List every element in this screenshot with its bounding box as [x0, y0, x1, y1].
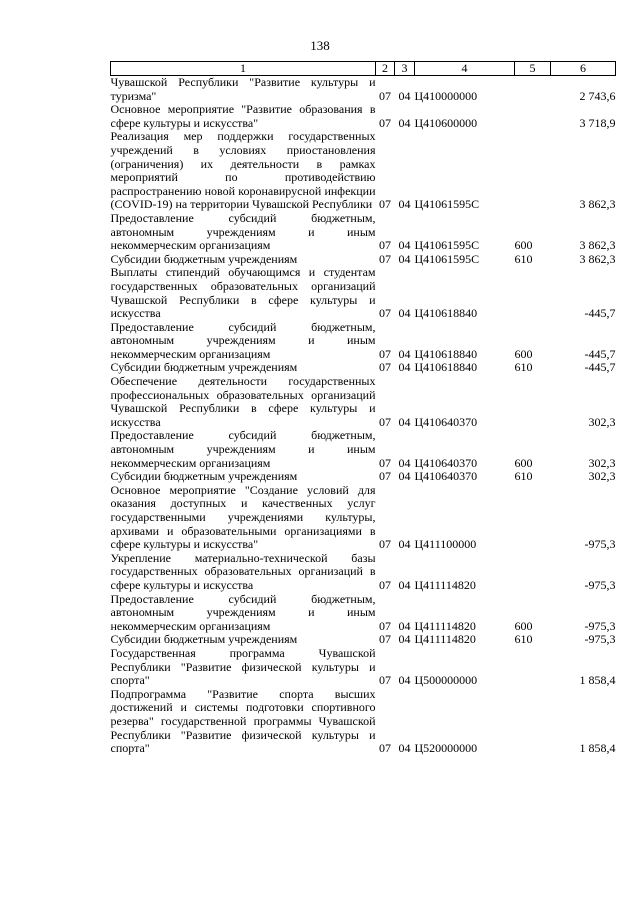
table-row	[111, 429, 616, 470]
amount-value: 2 743,6	[579, 88, 616, 103]
amount-value: -975,3	[584, 577, 616, 592]
target-article-code: Ц410000000	[414, 88, 478, 103]
target-article-code: Ц411100000	[414, 537, 477, 552]
subsection-code: 04	[398, 197, 411, 212]
subsection-code: 04	[398, 577, 411, 592]
expense-type-code	[515, 375, 551, 429]
expense-type-code	[515, 484, 551, 552]
row-name: Реализация мер поддержки государственных учреждений в условиях приостановления (ограничения) их деятельности в рамках мероприятий по противодействию распространению новой коронавирусной инфекции (COVID-19) на территории Чувашской Республики	[110, 129, 376, 212]
column-header: 5	[515, 62, 551, 76]
section-code: 07	[379, 88, 391, 103]
subsection-code: 04	[398, 88, 411, 103]
column-header: 2	[376, 62, 395, 76]
row-name: Предоставление субсидий бюджетным, автономным учреждениям и иным некоммерческим организациям	[110, 210, 376, 253]
subsection-code: 04	[398, 115, 411, 130]
table-row	[111, 375, 616, 429]
subsection-code: 04	[398, 346, 411, 361]
target-article-code: Ц410618840	[414, 360, 478, 375]
target-article-code: Ц411114820	[414, 577, 476, 592]
subsection-code: 04	[398, 632, 411, 647]
section-code: 07	[379, 577, 391, 592]
target-article-code: Ц410640370	[414, 469, 478, 484]
amount-value: 3 862,3	[579, 197, 616, 212]
section-code: 07	[379, 673, 391, 688]
target-article-code: Ц41061595С	[414, 251, 480, 266]
table-row	[111, 361, 616, 375]
subsection-code: 04	[398, 251, 411, 266]
section-code: 07	[379, 537, 391, 552]
expense-type-code: 600	[514, 238, 533, 253]
amount-value: -445,7	[584, 346, 616, 361]
table-row	[111, 76, 616, 104]
amount-value: 302,3	[588, 469, 616, 484]
row-name: Выплаты стипендий обучающимся и студентам государственных образовательных организаций Чувашской Республики в сфере культуры и искусства	[110, 265, 376, 321]
section-code: 07	[379, 360, 391, 375]
table-row	[111, 484, 616, 552]
target-article-code: Ц500000000	[414, 673, 478, 688]
subsection-code: 04	[398, 238, 411, 253]
page-number: 138	[310, 38, 330, 53]
row-name: Субсидии бюджетным учреждениям	[110, 251, 298, 266]
row-name: Предоставление субсидий бюджетным, автономным учреждениям и иным некоммерческим организациям	[110, 591, 376, 633]
row-name: Основное мероприятие "Развитие образования в сфере культуры и искусства"	[110, 102, 376, 130]
row-name: Подпрограмма "Развитие спорта высших достижений и системы подготовки спортивного резерва" государственной программы Чувашской Республики "Развитие физической культуры и спорта"	[110, 686, 376, 756]
subsection-code: 04	[398, 537, 411, 552]
row-name: Субсидии бюджетным учреждениям	[110, 360, 298, 375]
row-name: Предоставление субсидий бюджетным, автономным учреждениям и иным некоммерческим организациям	[110, 319, 376, 361]
row-name: Субсидии бюджетным учреждениям	[110, 469, 298, 484]
expense-type-code: 600	[514, 455, 533, 470]
table-row	[111, 593, 616, 634]
amount-value: -975,3	[584, 618, 616, 633]
row-name: Укрепление материально-технической базы государственных образовательных организаций в сфере культуры и искусства	[110, 550, 376, 592]
expense-type-code	[515, 76, 551, 104]
subsection-code: 04	[398, 469, 411, 484]
amount-value: -445,7	[584, 306, 616, 321]
expense-type-code: 610	[514, 360, 533, 375]
expense-type-code	[515, 552, 551, 593]
target-article-code: Ц410640370	[414, 414, 478, 429]
amount-value: 3 862,3	[579, 251, 616, 266]
row-name: Обеспечение деятельности государственных профессиональных образовательных организаций Чувашской Республики в сфере культуры и искусства	[110, 374, 376, 429]
section-code: 07	[379, 455, 391, 470]
amount-value: -975,3	[584, 632, 616, 647]
subsection-code: 04	[398, 414, 411, 429]
amount-value: 302,3	[588, 414, 616, 429]
column-header: 1	[111, 62, 376, 76]
subsection-code: 04	[398, 673, 411, 688]
row-name: Субсидии бюджетным учреждениям	[110, 632, 298, 647]
target-article-code: Ц411114820	[414, 632, 476, 647]
expense-type-code	[515, 647, 551, 688]
target-article-code: Ц41061595С	[414, 238, 480, 253]
section-code: 07	[379, 346, 391, 361]
amount-value: -445,7	[584, 360, 616, 375]
expense-type-code: 610	[514, 251, 533, 266]
subsection-code: 04	[398, 306, 411, 321]
section-code: 07	[379, 115, 391, 130]
section-code: 07	[379, 238, 391, 253]
section-code: 07	[379, 306, 391, 321]
amount-value: 1 858,4	[579, 741, 616, 756]
subsection-code: 04	[398, 741, 411, 756]
section-code: 07	[379, 251, 391, 266]
row-name: Государственная программа Чувашской Республики "Развитие физической культуры и спорта"	[110, 645, 376, 688]
expense-type-code: 610	[514, 469, 533, 484]
table-row	[111, 321, 616, 362]
target-article-code: Ц411114820	[414, 618, 476, 633]
expense-type-code: 610	[514, 632, 533, 647]
column-header: 3	[395, 62, 415, 76]
amount-value: 3 862,3	[579, 238, 616, 253]
target-article-code: Ц520000000	[414, 741, 478, 756]
amount-value: -975,3	[584, 537, 616, 552]
table-row	[111, 647, 616, 688]
table-row	[111, 253, 616, 267]
amount-value: 302,3	[588, 455, 616, 470]
budget-table	[110, 61, 616, 756]
expense-type-code: 600	[514, 346, 533, 361]
expense-type-code	[515, 688, 551, 756]
table-row	[111, 103, 616, 130]
subsection-code: 04	[398, 360, 411, 375]
table-row	[111, 470, 616, 484]
target-article-code: Ц410618840	[414, 346, 478, 361]
subsection-code: 04	[398, 618, 411, 633]
section-code: 07	[379, 741, 391, 756]
section-code: 07	[379, 197, 391, 212]
subsection-code: 04	[398, 455, 411, 470]
target-article-code: Ц41061595С	[414, 197, 480, 212]
target-article-code: Ц410640370	[414, 455, 478, 470]
row-name: Предоставление субсидий бюджетным, автономным учреждениям и иным некоммерческим организациям	[110, 428, 376, 470]
table-row	[111, 633, 616, 647]
amount-value: 3 718,9	[579, 115, 616, 130]
section-code: 07	[379, 414, 391, 429]
expense-type-code	[515, 103, 551, 130]
section-code: 07	[379, 469, 391, 484]
section-code: 07	[379, 618, 391, 633]
column-header: 6	[551, 62, 616, 76]
table-row	[111, 130, 616, 212]
expense-type-code	[515, 266, 551, 320]
section-code: 07	[379, 632, 391, 647]
table-row	[111, 688, 616, 756]
row-name: Чувашской Республики "Развитие культуры и туризма"	[110, 75, 376, 103]
table-row	[111, 212, 616, 253]
expense-type-code	[515, 130, 551, 212]
column-header: 4	[415, 62, 515, 76]
expense-type-code: 600	[514, 618, 533, 633]
table-row	[111, 266, 616, 320]
amount-value: 1 858,4	[579, 673, 616, 688]
target-article-code: Ц410600000	[414, 115, 478, 130]
header-row	[111, 62, 616, 76]
target-article-code: Ц410618840	[414, 306, 478, 321]
table-row	[111, 552, 616, 593]
row-name: Основное мероприятие "Создание условий для оказания доступных и качественных услуг государственными учреждениями культуры, архивами и образовательными организациями в сфере культуры и искусства"	[110, 482, 376, 552]
